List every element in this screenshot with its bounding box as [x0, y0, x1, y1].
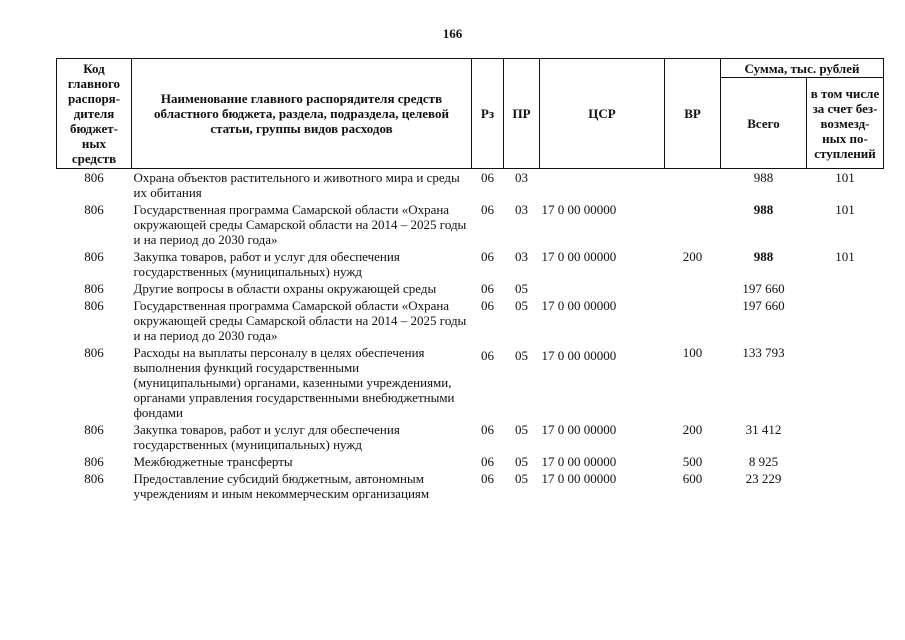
table-row: [57, 297, 884, 344]
table-row: [57, 453, 884, 470]
cell-vr: 200: [682, 422, 703, 437]
cell-vr: [665, 297, 721, 344]
cell-rz: 06: [481, 298, 494, 313]
cell-pr: 03: [515, 170, 528, 185]
cell-pr: 05: [515, 422, 528, 437]
cell-csr: 17 0 00 00000: [541, 348, 617, 363]
cell-csr: 17 0 00 00000: [541, 202, 617, 217]
cell-pr: 05: [515, 281, 528, 296]
table-row: [57, 169, 884, 202]
cell-name: Межбюджетные трансферты: [133, 454, 293, 469]
cell-rz: 06: [481, 249, 494, 264]
cell-grant: [807, 297, 884, 344]
cell-code: 806: [84, 471, 104, 486]
cell-vr: 600: [682, 471, 703, 486]
cell-csr: 17 0 00 00000: [541, 471, 617, 486]
cell-code: 806: [84, 454, 104, 469]
cell-rz: 06: [481, 202, 494, 217]
cell-total: 988: [753, 202, 774, 217]
cell-csr: [540, 169, 665, 202]
header-pr: ПР: [504, 59, 540, 169]
table-row: [57, 280, 884, 297]
cell-grant: 101: [835, 249, 855, 264]
header-code: Код главного распоря-дителя бюджет-ных средств: [57, 59, 132, 169]
cell-code: 806: [84, 345, 104, 360]
header-rz: Рз: [472, 59, 504, 169]
cell-vr: [665, 280, 721, 297]
cell-vr: 500: [682, 454, 703, 469]
header-name: Наименование главного распорядителя средств областного бюджета, раздела, подраздела, целевой статьи, группы видов расходов: [132, 59, 472, 169]
cell-rz: 06: [481, 170, 494, 185]
cell-total: 133 793: [742, 345, 785, 360]
cell-csr: 17 0 00 00000: [541, 298, 617, 313]
table-body: [57, 169, 884, 508]
cell-total: 8 925: [748, 454, 779, 469]
cell-vr: 100: [682, 345, 703, 360]
table-row: [57, 421, 884, 453]
header-csr: ЦСР: [540, 59, 665, 169]
table-row: [57, 201, 884, 248]
cell-name: Закупка товаров, работ и услуг для обеспечения государственных (муниципальных) нужд: [133, 249, 400, 279]
header-grants: в том числе за счет без-возмезд-ных по-ступлений: [807, 78, 884, 169]
cell-rz: 06: [481, 422, 494, 437]
cell-grant: 101: [835, 170, 855, 185]
cell-name: Государственная программа Самарской области «Охрана окружающей среды Самарской области на 2014 – 2025 годы и на период до 2030 года»: [133, 202, 467, 247]
cell-pr: 05: [515, 471, 528, 486]
cell-pr: 05: [515, 348, 528, 363]
cell-rz: 06: [481, 281, 494, 296]
cell-csr: 17 0 00 00000: [541, 422, 617, 437]
cell-vr: 200: [682, 249, 703, 264]
cell-grant: [807, 470, 884, 507]
budget-table: [56, 58, 884, 507]
cell-total: 197 660: [742, 281, 785, 296]
cell-rz: 06: [481, 348, 494, 363]
cell-total: 31 412: [745, 422, 782, 437]
cell-name: Охрана объектов растительного и животного мира и среды их обитания: [133, 170, 460, 200]
cell-rz: 06: [481, 471, 494, 486]
cell-rz: 06: [481, 454, 494, 469]
header-sum-group: Сумма, тыс. рублей: [721, 59, 884, 78]
cell-total: 23 229: [745, 471, 782, 486]
cell-csr: 17 0 00 00000: [541, 249, 617, 264]
cell-pr: 03: [515, 249, 528, 264]
header-vr: ВР: [665, 59, 721, 169]
cell-pr: 05: [515, 298, 528, 313]
cell-total: 988: [753, 249, 774, 264]
cell-code: 806: [84, 249, 104, 264]
table-row: [57, 470, 884, 507]
cell-code: 806: [84, 422, 104, 437]
cell-pr: 05: [515, 454, 528, 469]
cell-vr: [665, 201, 721, 248]
cell-grant: 101: [835, 202, 855, 217]
cell-vr: [665, 169, 721, 202]
header-total: Всего: [721, 78, 807, 169]
cell-name: Другие вопросы в области охраны окружающей среды: [133, 281, 437, 296]
cell-name: Закупка товаров, работ и услуг для обеспечения государственных (муниципальных) нужд: [133, 422, 400, 452]
cell-pr: 03: [515, 202, 528, 217]
cell-csr: [540, 280, 665, 297]
cell-grant: [807, 280, 884, 297]
cell-code: 806: [84, 170, 104, 185]
page-number: 166: [442, 26, 463, 41]
cell-code: 806: [84, 281, 104, 296]
cell-grant: [807, 344, 884, 421]
table-header: [57, 59, 884, 169]
cell-total: 197 660: [742, 298, 785, 313]
table-row: [57, 248, 884, 280]
table-row: [57, 344, 884, 421]
cell-csr: 17 0 00 00000: [541, 454, 617, 469]
cell-code: 806: [84, 298, 104, 313]
cell-grant: [807, 453, 884, 470]
cell-name: Расходы на выплаты персоналу в целях обеспечения выполнения функций государственными (муниципальными) органами, казенными учреждениями, органами управления государственными внебюджетными фондами: [133, 345, 455, 420]
cell-total: 988: [753, 170, 774, 185]
cell-name: Предоставление субсидий бюджетным, автономным учреждениям и иным некоммерческим организациям: [133, 471, 430, 501]
cell-name: Государственная программа Самарской области «Охрана окружающей среды Самарской области на 2014 – 2025 годы и на период до 2030 года»: [133, 298, 467, 343]
cell-grant: [807, 421, 884, 453]
cell-code: 806: [84, 202, 104, 217]
